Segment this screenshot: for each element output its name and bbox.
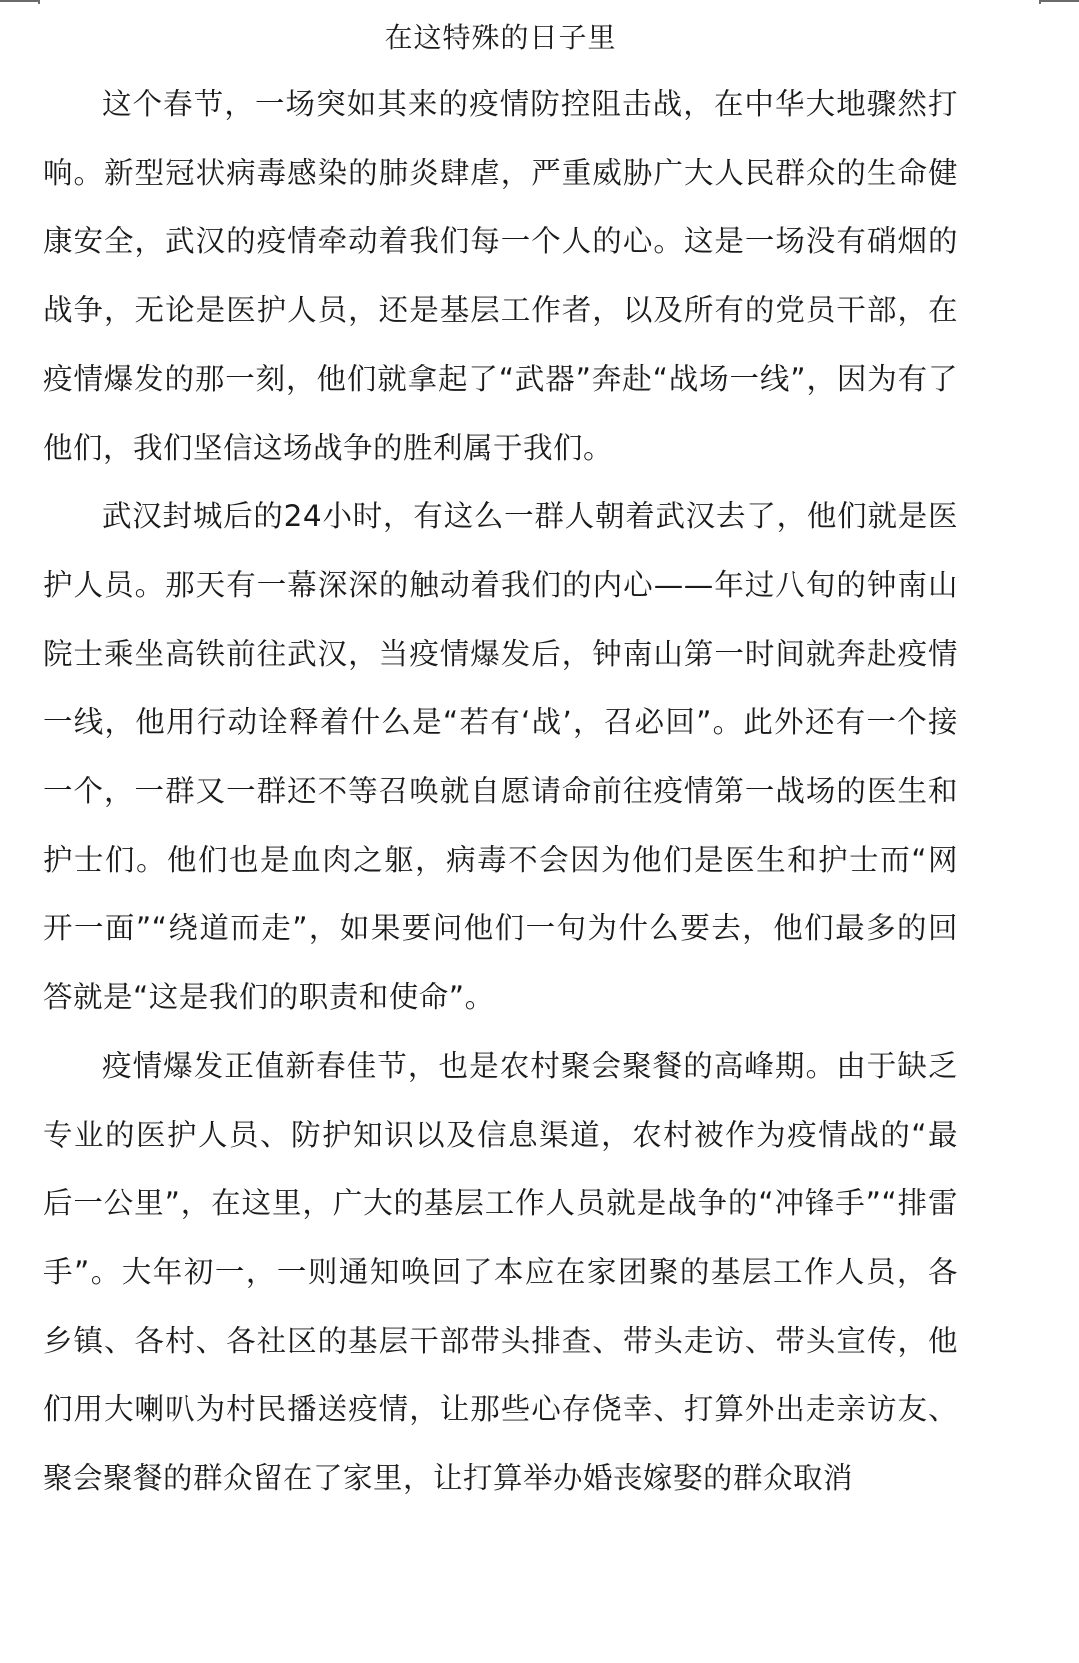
paragraph-1: 这个春节，一场突如其来的疫情防控阻击战，在中华大地骤然打响。新型冠状病毒感染的肺炎肆虐，严重威胁广大人民群众的生命健康安全，武汉的疫情牵动着我们每一个人的心。这是一场没有硝烟的战争，无论是医护人员，还是基层工作者，以及所有的党员干部，在疫情爆发的那一刻，他们就拿起了“武器”奔赴“战场一线”，因为有了他们，我们坚信这场战争的胜利属于我们。 — [43, 87, 958, 465]
paragraph-3: 疫情爆发正值新春佳节，也是农村聚会聚餐的高峰期。由于缺乏专业的医护人员、防护知识以及信息渠道，农村被作为疫情战的“最后一公里”，在这里，广大的基层工作人员就是战争的“冲锋手”“排雷手”。大年初一，一则通知唤回了本应在家团聚的基层工作人员，各乡镇、各村、各社区的基层干部带头排查、带头走访、带头宣传，他们用大喇叭为村民播送疫情，让那些心存侥幸、打算外出走亲访友、聚会聚餐的群众留在了家里，让打算举办婚丧嫁娶的群众取消 — [43, 1048, 958, 1496]
document-page — [43, 0, 958, 1513]
document-title: 在这特殊的日子里 — [384, 21, 617, 54]
paragraph-2: 武汉封城后的24小时，有这么一群人朝着武汉去了，他们就是医护人员。那天有一幕深深的触动着我们的内心——年过八旬的钟南山院士乘坐高铁前往武汉，当疫情爆发后，钟南山第一时间就奔赴疫情一线，他用行动诠释着什么是“若有‘战’，召必回”。此外还有一个接一个，一群又一群还不等召唤就自愿请命前往疫情第一战场的医生和护士们。他们也是血肉之躯，病毒不会因为他们是医生和护士而“网开一面”“绕道而走”，如果要问他们一句为什么要去，他们最多的回答就是“这是我们的职责和使命”。 — [43, 499, 958, 1015]
page-corner-mark-left — [0, 0, 40, 2]
page-corner-mark-right — [1039, 0, 1079, 2]
